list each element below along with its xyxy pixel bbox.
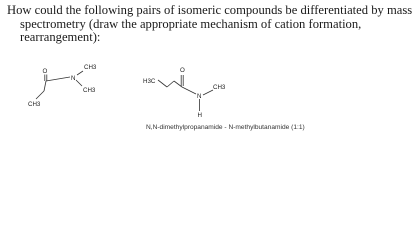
amide-bond-left <box>46 77 70 81</box>
chain-bond-left-2 <box>36 91 44 99</box>
n-methyl-bond-right <box>76 80 82 86</box>
question-line-2: spectrometry (draw the appropriate mechanism of cation formation, <box>20 16 362 31</box>
methyl-label-ch3-right: CH3 <box>213 84 226 91</box>
chain-bond-right-1 <box>158 80 167 87</box>
oxygen-label-left: O <box>42 68 48 75</box>
compound-caption: N,N-dimethylpropanamide - N-methylbutanamide (1:1) <box>146 124 305 131</box>
question-line-3: rearrangement): <box>20 30 101 45</box>
methyl-label-bottom: CH3 <box>28 101 41 108</box>
nitrogen-label-right: N <box>197 93 202 100</box>
amide-bond-right <box>182 87 196 94</box>
oxygen-label-right: O <box>180 67 185 74</box>
hydrogen-label: H <box>197 112 202 119</box>
molecule-left <box>36 71 83 99</box>
molecule-right <box>158 75 213 111</box>
n-methyl-bond-top <box>77 71 83 75</box>
methyl-label-h3c: H3C <box>143 78 156 85</box>
nitrogen-label-left: N <box>71 75 76 82</box>
methyl-label-right: CH3 <box>83 87 96 94</box>
methyl-label-top: CH3 <box>84 64 97 71</box>
n-methyl-bond <box>203 90 213 95</box>
chain-bond-left-1 <box>44 81 46 91</box>
chain-bond-right-2 <box>167 81 174 87</box>
question-line-1: How could the following pairs of isomeric compounds be differentiated by mass <box>7 3 412 17</box>
